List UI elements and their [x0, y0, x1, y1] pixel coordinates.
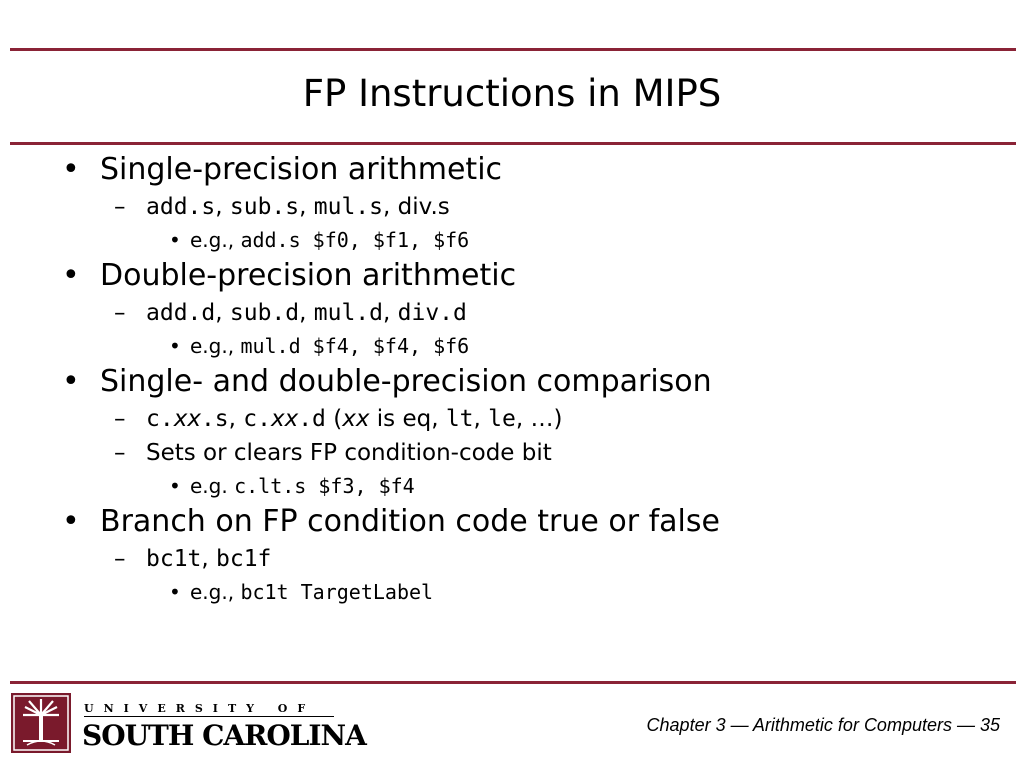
text-segment: is	[369, 406, 403, 432]
code-text: add.d	[146, 300, 216, 326]
bullet-marker: •	[62, 152, 80, 187]
logo-divider	[84, 716, 334, 717]
text-segment: ,	[299, 194, 314, 220]
text-segment: ,	[215, 194, 230, 220]
dash-marker: –	[114, 440, 126, 466]
bullet-marker: •	[169, 228, 181, 252]
text-segment: eq	[402, 406, 432, 432]
bullet-item	[62, 364, 712, 399]
text-segment: Single-precision arithmetic	[100, 152, 503, 187]
bullet-marker: •	[169, 334, 181, 358]
palmetto-logo-icon	[11, 693, 71, 753]
bullet-marker: •	[169, 580, 181, 604]
code-text: .d	[298, 406, 326, 432]
top-divider	[10, 48, 1016, 51]
bullet-item	[114, 194, 450, 220]
title-divider	[10, 142, 1016, 145]
code-text: div.d	[397, 300, 467, 326]
code-text: sub.s	[229, 194, 300, 220]
dash-marker: –	[114, 406, 126, 432]
footer-caption: Chapter 3 — Arithmetic for Computers — 35	[646, 715, 1000, 735]
dash-marker: –	[114, 546, 126, 572]
bullet-item	[169, 228, 470, 252]
text-segment: Double-precision arithmetic	[100, 258, 517, 293]
text-segment: ,	[299, 300, 314, 326]
text-segment: Single- and double-precision comparison	[100, 364, 712, 399]
bullet-item	[169, 334, 470, 358]
bullet-item	[114, 440, 552, 466]
bullet-item	[114, 300, 467, 326]
text-segment: ,	[383, 300, 398, 326]
logo-name-text: SOUTH CAROLINA	[82, 719, 366, 752]
text-segment: e.g.	[190, 474, 235, 498]
code-text: le	[488, 406, 516, 432]
text-segment: , …)	[515, 406, 563, 432]
dash-marker: –	[114, 194, 126, 220]
text-segment: ,	[383, 194, 398, 220]
text-segment: ,	[431, 406, 446, 432]
bullet-marker: •	[62, 504, 80, 539]
slide-title: FP Instructions in MIPS	[302, 72, 722, 115]
bullet-item	[169, 580, 434, 604]
bullet-marker: •	[169, 474, 181, 498]
code-text: mul.d $f4, $f4, $f6	[240, 334, 470, 358]
text-segment: Branch on FP condition code true or false	[100, 504, 720, 539]
dash-marker: –	[114, 300, 126, 326]
bullet-marker: •	[62, 258, 80, 293]
text-segment: div.s	[397, 194, 450, 220]
code-text: sub.d	[229, 300, 300, 326]
code-text: bc1t	[146, 546, 202, 572]
code-text: bc1t TargetLabel	[240, 580, 434, 604]
bullet-item	[62, 152, 503, 187]
italic-text: xx	[270, 406, 299, 432]
text-segment: ,	[228, 406, 244, 432]
code-text: c.	[146, 406, 174, 432]
text-segment: ,	[215, 300, 230, 326]
code-text: mul.d	[313, 300, 383, 326]
italic-text: xx	[173, 406, 201, 432]
text-segment: ,	[473, 406, 489, 432]
code-text: .s	[200, 406, 229, 432]
code-text: add.s $f0, $f1, $f6	[240, 228, 470, 252]
logo-university-text: UNIVERSITY OF	[84, 702, 316, 715]
bullet-item	[114, 546, 272, 572]
code-text: add.s	[146, 194, 216, 220]
text-segment: e.g.,	[190, 228, 241, 252]
bullet-item	[62, 504, 720, 539]
code-text: lt	[445, 406, 474, 432]
text-segment: Sets or clears FP condition-code bit	[146, 440, 552, 466]
text-segment: e.g.,	[190, 580, 241, 604]
bullet-item	[62, 258, 517, 293]
code-text: c.lt.s $f3, $f4	[234, 474, 415, 498]
text-segment: ,	[201, 546, 217, 572]
bullet-item	[114, 406, 563, 432]
footer-divider	[10, 681, 1016, 684]
bullet-item	[169, 474, 415, 498]
code-text: bc1f	[216, 546, 272, 572]
code-text: c.	[243, 406, 271, 432]
bullet-marker: •	[62, 364, 80, 399]
italic-text: xx	[342, 406, 370, 432]
code-text: mul.s	[313, 194, 383, 220]
text-segment: (	[325, 406, 343, 432]
text-segment: e.g.,	[190, 334, 241, 358]
